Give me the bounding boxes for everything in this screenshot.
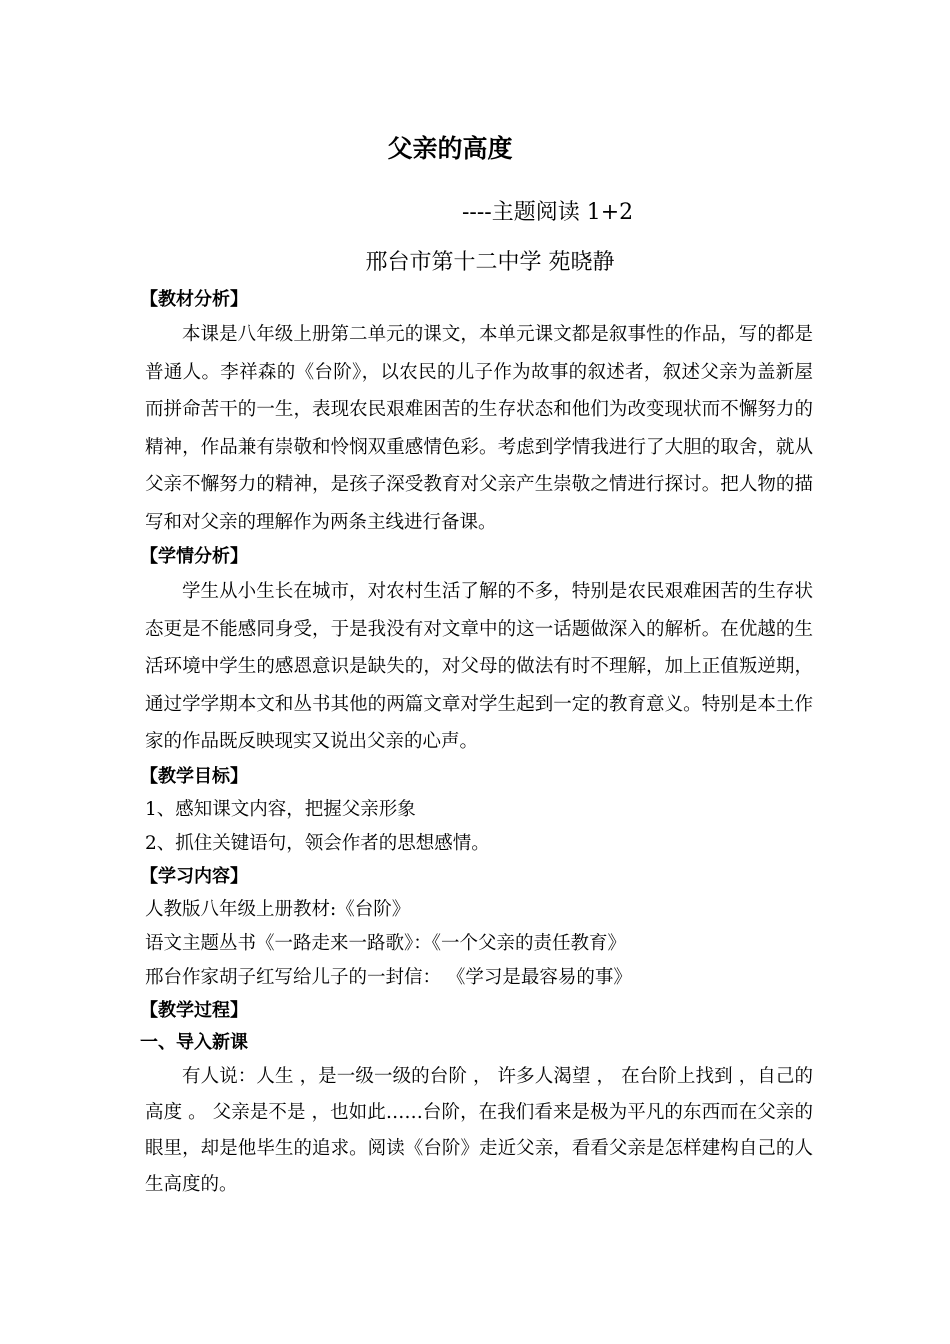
section-heading-teaching-process: 【教学过程】: [140, 999, 248, 1021]
list-item-goal: 2、抓住关键语句，领会作者的思想感情。: [145, 832, 490, 854]
list-item-content: 邢台作家胡子红写给儿子的一封信： 《学习是最容易的事》: [145, 966, 632, 988]
section-heading-material-analysis: 【教材分析】: [140, 289, 248, 310]
list-item-content: 语文主题丛书《一路走来一路歌》：《一个父亲的责任教育》: [145, 932, 627, 954]
section-heading-student-analysis: 【学情分析】: [140, 546, 248, 567]
paragraph-student-analysis: 学生从小生长在城市，对农村生活了解的不多，特别是农民艰难困苦的生存状态更是不能感同身受，于是我没有对文章中的这一话题做深入的解析。在优越的生活环境中学生的感恩意识是缺失的，对父母的做法有时不理解，加上正值叛逆期，通过学学期本文和丛书其他的两篇文章对学生起到一定的教育意义。特别是本土作家的作品既反映现实又说出父亲的心声。: [145, 581, 813, 752]
list-item-content: 人教版八年级上册教材:《台阶》: [145, 898, 411, 920]
document-body: [140, 284, 813, 1203]
section-heading-learning-content: 【学习内容】: [140, 865, 248, 887]
paragraph-introduction: 有人说：人生 ，是一级一级的台阶 ， 许多人渴望 ， 在台阶上找到 ，自己的高度 。 父亲是不是 ，也如此……台阶，在我们看来是极为平凡的东西而在父亲的眼里，却是他毕生的追求。阅读《台阶》走近父亲，看看父亲是怎样建构自己的人生高度的。: [145, 1065, 813, 1195]
document-title: 父亲的高度: [387, 134, 513, 163]
list-item-goal: 1、感知课文内容，把握父亲形象: [145, 798, 416, 820]
section-heading-teaching-goals: 【教学目标】: [140, 765, 248, 787]
step-heading-introduction: 一、导入新课: [140, 1031, 248, 1053]
document-author: 邢台市第十二中学 苑晓静: [365, 250, 615, 275]
paragraph-material-analysis: 本课是八年级上册第二单元的课文，本单元课文都是叙事性的作品，写的都是普通人。李祥森的《台阶》，以农民的儿子作为故事的叙述者，叙述父亲为盖新屋而拼命苦干的一生，表现农民艰难困苦的生存状态和他们为改变现状而不懈努力的精神，作品兼有崇敬和怜悯双重感情色彩。考虑到学情我进行了大胆的取舍，就从父亲不懈努力的精神，是孩子深受教育对父亲产生崇敬之情进行探讨。把人物的描写和对父亲的理解作为两条主线进行备课。: [145, 324, 813, 533]
document-subtitle: ----主题阅读 1+2: [462, 200, 634, 225]
